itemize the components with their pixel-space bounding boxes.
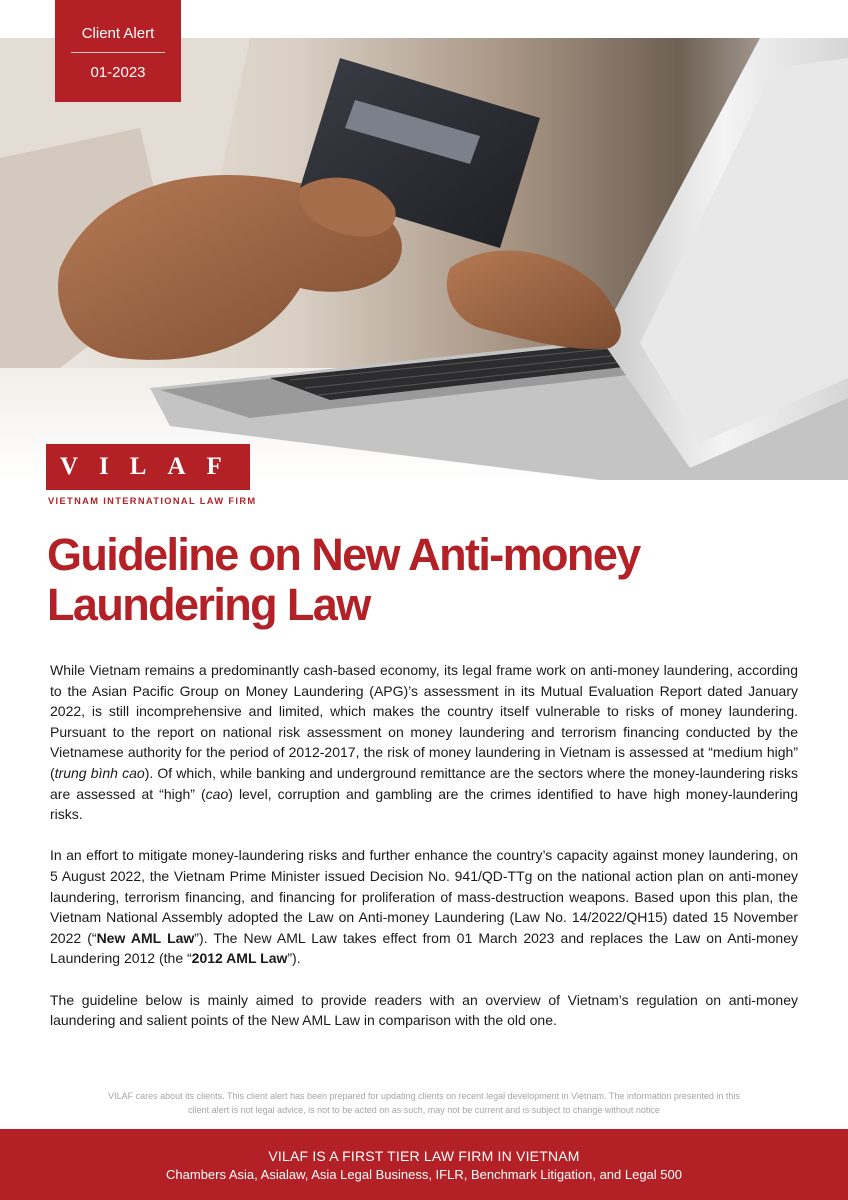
paragraph-1 [50,660,798,825]
disclaimer-line-2: client alert is not legal advice, is not to be acted on as such, may not be current and is subject to change without notice [188,1105,660,1115]
footer-headline: VILAF IS A FIRST TIER LAW FIRM IN VIETNAM [268,1148,580,1164]
disclaimer [40,1089,808,1117]
paragraph-2-text-b: ”). The New AML Law takes effect from 01 March 2023 and replaces the Law on Anti-money Laundering 2012 (the “ [50,929,798,967]
paragraph-2-text-c: ”). [287,950,301,967]
title-line-2: Laundering Law [47,579,370,630]
paragraph-1-text-b: ). Of which, while banking and underground remittance are the sectors where the money-laundering risks are assessed at “high” ( [50,764,798,802]
paragraph-1-text-c: ) level, corruption and gambling are the crimes identified to have high money-laundering risks. [50,785,798,823]
client-alert-label: Client Alert [81,25,155,42]
footer-band [0,1129,848,1200]
disclaimer-line-1: VILAF cares about its clients. This client alert has been prepared for updating clients on recent legal development in Vietnam. The information presented in this [108,1091,740,1101]
laptop-credit-card-photo-icon [0,38,848,480]
article-body [50,660,798,1051]
page-title [47,530,807,630]
footer-rankings: Chambers Asia, Asialaw, Asia Legal Business, IFLR, Benchmark Litigation, and Legal 500 [166,1167,682,1182]
hero-image [0,38,848,480]
tab-divider [71,52,165,53]
vilaf-logo: VILAF [46,444,250,490]
paragraph-1-italic-2: cao [205,785,229,802]
paragraph-1-italic-1: trung bình cao [54,764,145,781]
client-alert-number: 01-2023 [90,64,146,81]
paragraph-2 [50,845,798,969]
title-line-1: Guideline on New Anti-money [47,529,640,580]
logo-tagline: VIETNAM INTERNATIONAL LAW FIRM [48,496,257,506]
client-alert-tab [55,0,181,102]
paragraph-1-text-a: While Vietnam remains a predominantly cash-based economy, its legal frame work on anti-money laundering, according to the Asian Pacific Group on Money Laundering (APG)’s assessment in its Mutual Evaluation Report dated January 2022, is still incomprehensive and limited, which makes the country itself vulnerable to risks of money laundering. Pursuant to the report on national risk assessment on money laundering and terrorism financing conducted by the Vietnamese authority for the period of 2012-2017, the risk of money laundering in Vietnam is assessed at “medium high” ( [50,662,798,781]
paragraph-2-text-a: In an effort to mitigate money-laundering risks and further enhance the country’s capacity against money laundering, on 5 August 2022, the Vietnam Prime Minister issued Decision No. 941/QD-TTg on the national action plan on anti-money laundering, terrorism financing, and financing for proliferation of mass-destruction weapons. Based upon this plan, the Vietnam National Assembly adopted the Law on Anti-money Laundering (Law No. 14/2022/QH15) dated 15 November 2022 (“ [50,847,798,946]
paragraph-2-bold-1: New AML Law [96,929,195,946]
paragraph-2-bold-2: 2012 AML Law [191,950,288,967]
paragraph-3: The guideline below is mainly aimed to provide readers with an overview of Vietnam’s regulation on anti-money laundering and salient points of the New AML Law in comparison with the old one. [50,991,798,1029]
